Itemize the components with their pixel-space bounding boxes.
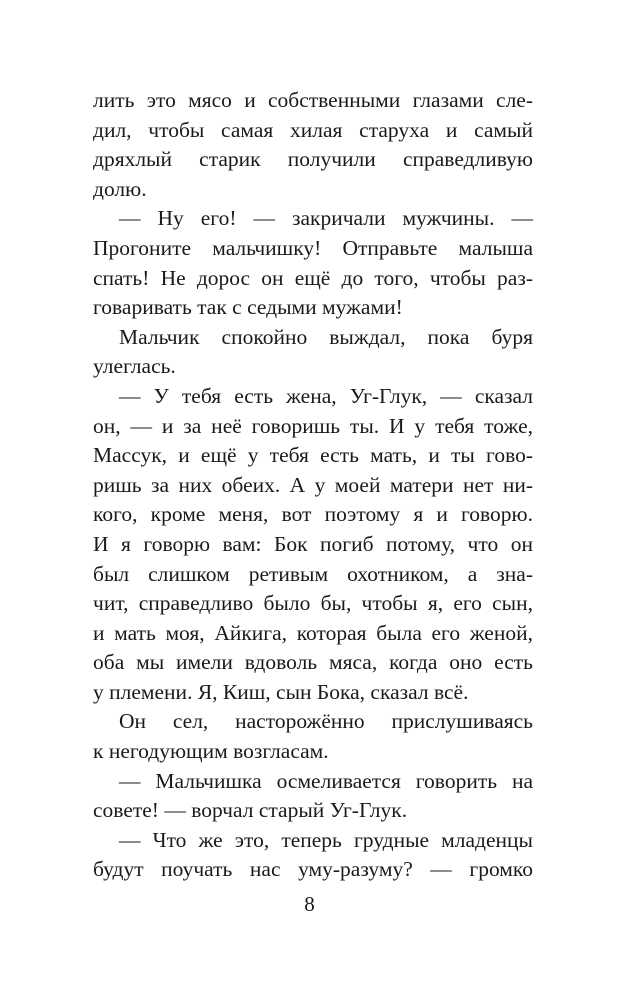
text-line: кого, кроме меня, вот поэтому я и говорю. bbox=[93, 502, 533, 527]
text-line: — Что же это, теперь грудные младенцы bbox=[119, 827, 533, 852]
text-line: долю. bbox=[93, 176, 147, 201]
text-line: и мать моя, Айкига, которая была его женой, bbox=[93, 620, 533, 645]
text-line: был слишком ретивым охотником, а зна- bbox=[93, 561, 533, 586]
text-body bbox=[93, 86, 533, 885]
text-line: — Мальчишка осмеливается говорить на bbox=[119, 768, 533, 793]
text-line: дряхлый старик получили справедливую bbox=[93, 147, 533, 172]
text-line: — У тебя есть жена, Уг-Глук, — сказал bbox=[119, 383, 533, 408]
text-line: лить это мясо и собственными глазами сле- bbox=[93, 88, 533, 112]
text-line: дил, чтобы самая хилая старуха и самый bbox=[93, 117, 533, 142]
text-line: улеглась. bbox=[93, 354, 176, 379]
text-line: чит, справедливо было бы, чтобы я, его сын, bbox=[93, 591, 533, 616]
text-line: Массук, и ещё у тебя есть мать, и ты гово- bbox=[93, 443, 533, 468]
text-line: оба мы имели вдоволь мяса, когда оно есть bbox=[93, 650, 533, 675]
text-line: к негодующим возгласам. bbox=[93, 739, 329, 764]
text-line: будут поучать нас уму-разуму? — громко bbox=[93, 857, 533, 882]
text-line: Прогоните мальчишку! Отправьте малыша bbox=[93, 235, 533, 260]
text-line: ришь за них обеих. А у моей матери нет ни- bbox=[93, 472, 533, 497]
text-line: у племени. Я, Киш, сын Бока, сказал всё. bbox=[93, 679, 469, 704]
text-line: он, — и за неё говоришь ты. И у тебя тоже, bbox=[93, 413, 533, 438]
text-line: говаривать так с седыми мужами! bbox=[93, 295, 403, 320]
text-line: И я говорю вам: Бок погиб потому, что он bbox=[93, 531, 533, 556]
text-line: спать! Не дорос он ещё до того, чтобы раз- bbox=[93, 265, 533, 290]
text-line: Он сел, насторожённо прислушиваясь bbox=[119, 709, 533, 734]
text-line: Мальчик спокойно выждал, пока буря bbox=[119, 324, 533, 349]
text-line: совете! — ворчал старый Уг-Глук. bbox=[93, 798, 408, 823]
text-line: — Ну его! — закричали мужчины. — bbox=[119, 206, 533, 231]
page-number: 8 bbox=[304, 892, 315, 916]
